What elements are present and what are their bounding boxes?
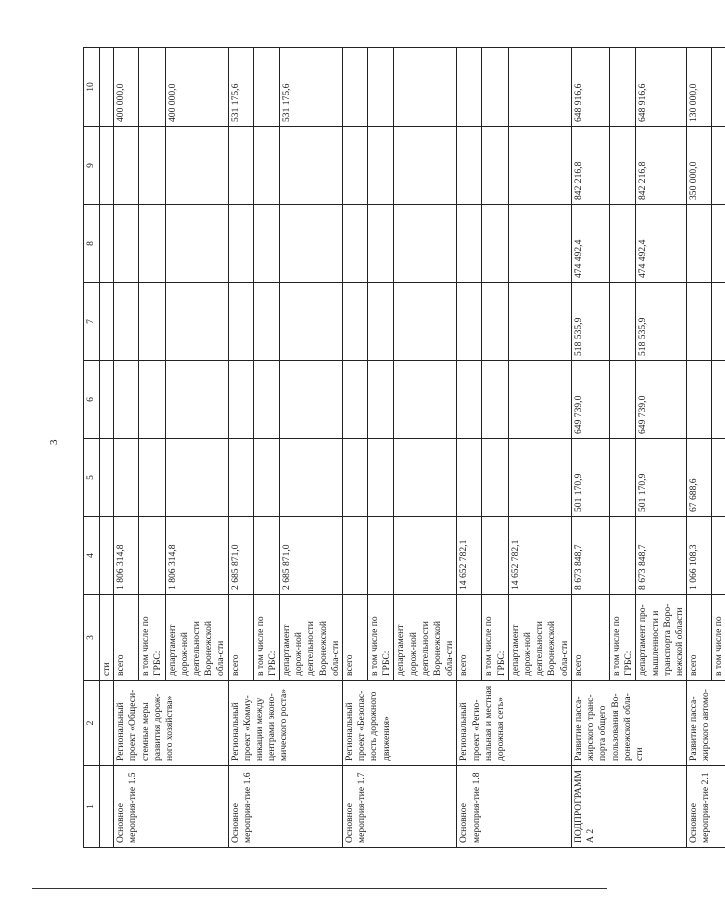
amount-cell-10: 648 916,6 xyxy=(636,48,687,127)
amount-cell-4 xyxy=(712,517,725,595)
funding-source-cell: в том числе по ГРБС: xyxy=(368,595,394,681)
funding-source-cell: департамент дорож-ной деятельности Воронежской обла-сти xyxy=(394,595,457,681)
amount-cell-9: 350 000,0 xyxy=(687,127,712,205)
amount-cell-5 xyxy=(609,439,635,517)
amount-cell-7 xyxy=(343,283,368,361)
amount-cell-10: 531 175,6 xyxy=(280,48,343,127)
amount-cell-8 xyxy=(508,205,571,283)
amount-cell-10 xyxy=(482,48,508,127)
amount-cell-4: 8 673 848,7 xyxy=(636,517,687,595)
amount-cell-6 xyxy=(228,361,253,439)
page-number: 3 xyxy=(48,439,60,445)
amount-cell-9 xyxy=(394,127,457,205)
table-row xyxy=(457,48,482,848)
amount-cell-10 xyxy=(609,48,635,127)
table-body xyxy=(84,48,725,848)
amount-cell-4 xyxy=(394,517,457,595)
amount-cell-9 xyxy=(508,127,571,205)
amount-cell-9 xyxy=(228,127,253,205)
amount-cell-10: 400 000,0 xyxy=(165,48,228,127)
amount-cell-5 xyxy=(114,439,139,517)
amount-cell-7 xyxy=(712,283,725,361)
amount-cell-5 xyxy=(253,439,279,517)
header-cell: 7 xyxy=(84,283,100,361)
header-cell: 3 xyxy=(84,595,100,681)
amount-cell-5 xyxy=(368,439,394,517)
amount-cell-8: 474 492,4 xyxy=(636,205,687,283)
measure-code-cell: Основное мероприя-тие 1.7 xyxy=(343,766,457,848)
measure-name-cell: Развитие пасса-жирского автомо- xyxy=(687,681,725,766)
amount-cell-10: 531 175,6 xyxy=(228,48,253,127)
funding-source-cell: всего xyxy=(343,595,368,681)
amount-cell-7 xyxy=(482,283,508,361)
header-cell: 9 xyxy=(84,127,100,205)
amount-cell-6 xyxy=(457,361,482,439)
amount-cell-6 xyxy=(165,361,228,439)
funding-source-cell: в том числе по ГРБС: xyxy=(482,595,508,681)
amount-cell-4: 1 806 314,8 xyxy=(165,517,228,595)
header-cell: 6 xyxy=(84,361,100,439)
amount-cell-4 xyxy=(343,517,368,595)
amount-cell-4 xyxy=(100,517,114,595)
amount-cell-7 xyxy=(394,283,457,361)
funding-source-cell: департамент про-мышленности и транспорта Воро-нежской области xyxy=(636,595,687,681)
amount-cell-6 xyxy=(508,361,571,439)
amount-cell-6 xyxy=(280,361,343,439)
amount-cell-5 xyxy=(457,439,482,517)
header-cell: 4 xyxy=(84,517,100,595)
amount-cell-4 xyxy=(253,517,279,595)
measure-code-cell: Основное мероприя-тие 1.5 xyxy=(114,766,228,848)
amount-cell-9 xyxy=(280,127,343,205)
funding-source-cell: в том числе по xyxy=(712,595,725,681)
amount-cell-5: 67 688,6 xyxy=(687,439,712,517)
amount-cell-8 xyxy=(482,205,508,283)
amount-cell-6 xyxy=(687,361,712,439)
amount-cell-6 xyxy=(394,361,457,439)
amount-cell-9 xyxy=(457,127,482,205)
amount-cell-5 xyxy=(394,439,457,517)
table-row xyxy=(687,48,712,848)
funding-source-cell: всего xyxy=(228,595,253,681)
amount-cell-6 xyxy=(482,361,508,439)
measure-name-cell: Региональный проект «Общеси-стемные меры развития дорож-ного хозяйства» xyxy=(114,681,228,766)
measure-name-cell: Региональный проект «Безопас-ность дорожного движения» xyxy=(343,681,457,766)
amount-cell-10: 648 916,6 xyxy=(571,48,609,127)
header-cell: 5 xyxy=(84,439,100,517)
budget-table xyxy=(83,47,725,848)
measure-name-cell: Региональный проект «Регио-нальная и местная дорожная сеть» xyxy=(457,681,571,766)
amount-cell-5 xyxy=(508,439,571,517)
funding-source-cell: в том числе по ГРБС: xyxy=(609,595,635,681)
measure-code-cell: ПОДПРОГРАММА 2 xyxy=(571,766,686,848)
amount-cell-6 xyxy=(609,361,635,439)
measure-code-cell: Основное мероприя-тие 1.8 xyxy=(457,766,571,848)
header-cell: 10 xyxy=(84,48,100,127)
amount-cell-6 xyxy=(114,361,139,439)
amount-cell-6 xyxy=(368,361,394,439)
table-row xyxy=(571,48,609,848)
amount-cell-8: 474 492,4 xyxy=(571,205,609,283)
amount-cell-5 xyxy=(165,439,228,517)
amount-cell-10: 400 000,0 xyxy=(114,48,139,127)
amount-cell-9: 842 216,8 xyxy=(636,127,687,205)
funding-source-cell: в том числе по ГРБС: xyxy=(139,595,165,681)
page-bottom-rule xyxy=(32,888,607,889)
amount-cell-7 xyxy=(139,283,165,361)
measure-name-cell: Развитие пасса-жирского транс-порта общего пользования Во-ронежской обла-сти xyxy=(571,681,686,766)
budget-table-sheet xyxy=(83,48,725,848)
funding-source-cell: всего xyxy=(571,595,609,681)
amount-cell-7 xyxy=(508,283,571,361)
amount-cell-10 xyxy=(457,48,482,127)
amount-cell-5 xyxy=(712,439,725,517)
amount-cell-4: 2 685 871,0 xyxy=(280,517,343,595)
amount-cell-9 xyxy=(114,127,139,205)
funding-source-cell: департамент дорож-ной деятельности Воронежской обла-сти xyxy=(165,595,228,681)
amount-cell-7 xyxy=(100,283,114,361)
funding-source-cell: департамент дорож-ной деятельности Воронежской обла-сти xyxy=(280,595,343,681)
amount-cell-6 xyxy=(139,361,165,439)
amount-cell-10 xyxy=(343,48,368,127)
header-cell: 1 xyxy=(84,766,100,848)
table-row xyxy=(114,48,139,848)
amount-cell-4: 14 652 782,1 xyxy=(457,517,482,595)
amount-cell-4: 2 685 871,0 xyxy=(228,517,253,595)
table-header-row xyxy=(84,48,100,848)
amount-cell-7: 518 535,9 xyxy=(636,283,687,361)
funding-source-cell: сти xyxy=(100,595,114,681)
funding-source-cell: всего xyxy=(114,595,139,681)
amount-cell-6 xyxy=(712,361,725,439)
amount-cell-10: 130 000,0 xyxy=(687,48,712,127)
amount-cell-10 xyxy=(712,48,725,127)
amount-cell-10 xyxy=(100,48,114,127)
amount-cell-7 xyxy=(280,283,343,361)
amount-cell-8 xyxy=(712,205,725,283)
amount-cell-7 xyxy=(114,283,139,361)
amount-cell-5 xyxy=(139,439,165,517)
amount-cell-7 xyxy=(457,283,482,361)
measure-name-cell: Региональный проект «Комму-никации между центрами эконо-мического роста» xyxy=(228,681,342,766)
amount-cell-8 xyxy=(280,205,343,283)
funding-source-cell: департамент дорож-ной деятельности Воронежской обла-сти xyxy=(508,595,571,681)
funding-source-cell: всего xyxy=(687,595,712,681)
amount-cell-8 xyxy=(368,205,394,283)
measure-code-cell: Основное мероприя-тие 2.1 xyxy=(687,766,725,848)
amount-cell-4: 8 673 848,7 xyxy=(571,517,609,595)
amount-cell-4 xyxy=(609,517,635,595)
amount-cell-8 xyxy=(687,205,712,283)
amount-cell-10 xyxy=(508,48,571,127)
amount-cell-9 xyxy=(712,127,725,205)
amount-cell-9 xyxy=(100,127,114,205)
amount-cell-5 xyxy=(280,439,343,517)
amount-cell-5 xyxy=(343,439,368,517)
table-row xyxy=(100,48,114,848)
amount-cell-9 xyxy=(482,127,508,205)
amount-cell-9: 842 216,8 xyxy=(571,127,609,205)
funding-source-cell: в том числе по ГРБС: xyxy=(253,595,279,681)
amount-cell-8 xyxy=(228,205,253,283)
amount-cell-5: 501 170,9 xyxy=(571,439,609,517)
amount-cell-5 xyxy=(100,439,114,517)
amount-cell-8 xyxy=(609,205,635,283)
amount-cell-7: 518 535,9 xyxy=(571,283,609,361)
amount-cell-8 xyxy=(100,205,114,283)
amount-cell-8 xyxy=(457,205,482,283)
amount-cell-7 xyxy=(165,283,228,361)
amount-cell-8 xyxy=(394,205,457,283)
amount-cell-4 xyxy=(368,517,394,595)
header-cell: 8 xyxy=(84,205,100,283)
amount-cell-8 xyxy=(253,205,279,283)
amount-cell-9 xyxy=(139,127,165,205)
amount-cell-7 xyxy=(368,283,394,361)
amount-cell-9 xyxy=(253,127,279,205)
amount-cell-10 xyxy=(253,48,279,127)
table-row xyxy=(343,48,368,848)
amount-cell-9 xyxy=(609,127,635,205)
amount-cell-7 xyxy=(228,283,253,361)
amount-cell-4 xyxy=(139,517,165,595)
amount-cell-8 xyxy=(343,205,368,283)
amount-cell-9 xyxy=(165,127,228,205)
amount-cell-6 xyxy=(343,361,368,439)
measure-name-cell xyxy=(100,681,114,766)
amount-cell-10 xyxy=(394,48,457,127)
amount-cell-5 xyxy=(228,439,253,517)
measure-code-cell: Основное мероприя-тие 1.6 xyxy=(228,766,342,848)
amount-cell-8 xyxy=(165,205,228,283)
table-row xyxy=(228,48,253,848)
amount-cell-4: 1 806 314,8 xyxy=(114,517,139,595)
amount-cell-6: 649 739,0 xyxy=(636,361,687,439)
amount-cell-4 xyxy=(482,517,508,595)
amount-cell-7 xyxy=(609,283,635,361)
header-cell: 2 xyxy=(84,681,100,766)
amount-cell-8 xyxy=(114,205,139,283)
amount-cell-9 xyxy=(343,127,368,205)
amount-cell-7 xyxy=(253,283,279,361)
amount-cell-5 xyxy=(482,439,508,517)
amount-cell-10 xyxy=(368,48,394,127)
amount-cell-6: 649 739,0 xyxy=(571,361,609,439)
amount-cell-4: 1 066 108,3 xyxy=(687,517,712,595)
measure-code-cell xyxy=(100,766,114,848)
amount-cell-5: 501 170,9 xyxy=(636,439,687,517)
amount-cell-10 xyxy=(139,48,165,127)
amount-cell-7 xyxy=(687,283,712,361)
funding-source-cell: всего xyxy=(457,595,482,681)
amount-cell-4: 14 652 782,1 xyxy=(508,517,571,595)
amount-cell-8 xyxy=(139,205,165,283)
amount-cell-9 xyxy=(368,127,394,205)
amount-cell-6 xyxy=(100,361,114,439)
amount-cell-6 xyxy=(253,361,279,439)
